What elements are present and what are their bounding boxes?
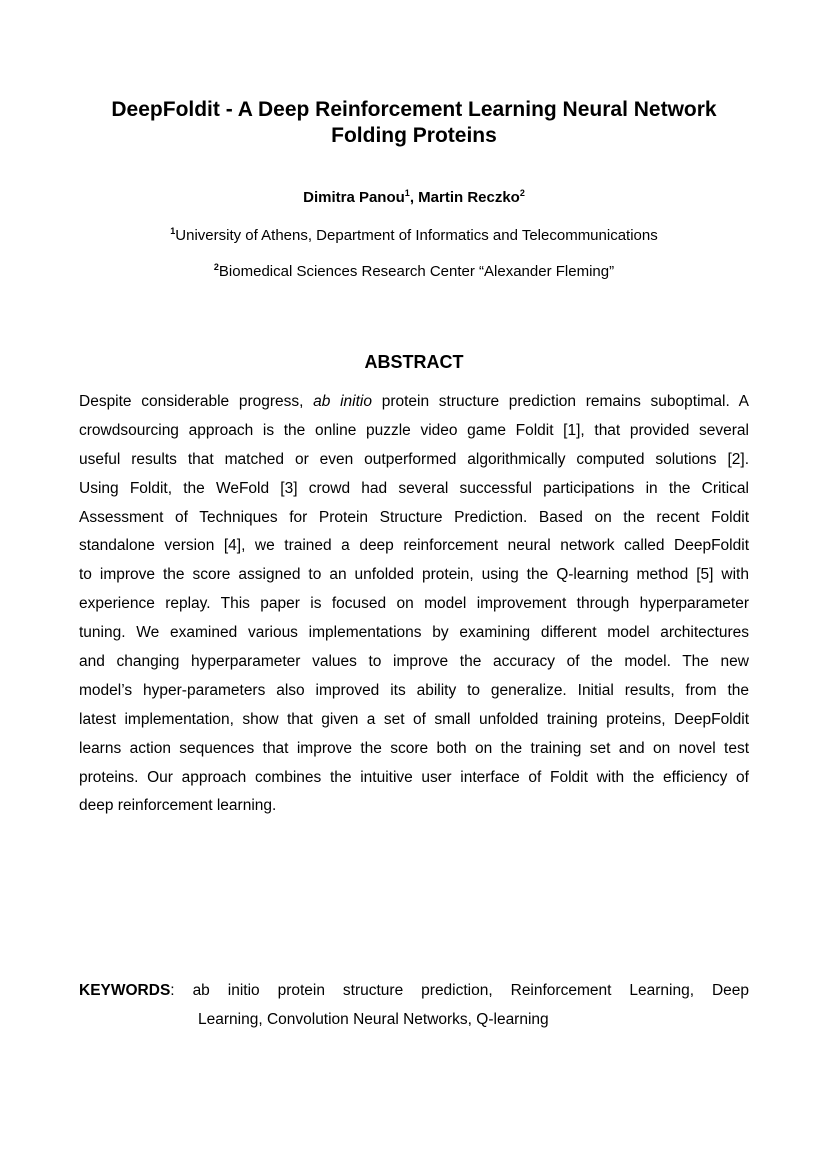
author-affiliation-marker: 1 [404, 188, 410, 198]
abstract-line: Using Foldit, the WeFold [3] crowd had several successful participations in the Critical [79, 479, 749, 497]
affiliation-2 [60, 262, 768, 282]
affiliation-marker: 2 [213, 262, 219, 272]
keywords-line-2: Learning, Convolution Neural Networks, Q-learning [198, 1010, 549, 1028]
abstract-line: learns action sequences that improve the score both on the training set and on novel test [79, 739, 749, 757]
affiliation-marker: 1 [170, 226, 176, 236]
abstract-line: standalone version [4], we trained a deep reinforcement neural network called DeepFoldit [79, 537, 749, 555]
author-name: Dimitra Panou [303, 189, 405, 206]
abstract-line: proteins. Our approach combines the intuitive user interface of Foldit with the efficiency of [79, 768, 749, 786]
title-line-2: Folding Proteins [331, 124, 497, 147]
abstract-line: and changing hyperparameter values to improve the accuracy of the model. The new [79, 653, 749, 671]
author-separator: , [409, 189, 419, 206]
affiliation-text: University of Athens, Department of Informatics and Telecommunications [175, 227, 658, 244]
author-name: Martin Reczko [418, 189, 520, 206]
abstract-line: experience replay. This paper is focused on model improvement through hyperparameter [79, 595, 749, 613]
abstract-italic-term: ab initio [313, 393, 372, 410]
affiliation-1 [60, 226, 768, 246]
keywords-line-1 [79, 977, 749, 1006]
affiliation-text: Biomedical Sciences Research Center “Alexander Fleming” [218, 263, 615, 280]
abstract-line: model’s hyper-parameters also improved its ability to generalize. Initial results, from the [79, 681, 749, 699]
abstract-body [79, 388, 749, 821]
author-affiliation-marker: 2 [519, 188, 525, 198]
abstract-line: useful results that matched or even outperformed algorithmically computed solutions [2]. [79, 450, 749, 468]
abstract-line: latest implementation, show that given a set of small unfolded training proteins, DeepFoldit [79, 710, 749, 728]
abstract-heading: ABSTRACT [364, 352, 464, 372]
keywords-colon: : [170, 982, 175, 999]
title-line-1: DeepFoldit - A Deep Reinforcement Learning Neural Network [111, 98, 717, 121]
abstract-line: deep reinforcement learning. [79, 797, 277, 815]
abstract-line: crowdsourcing approach is the online puzzle video game Foldit [1], that provided several [79, 421, 749, 439]
keywords-text: ab initio protein structure prediction, Reinforcement Learning, Deep [192, 982, 749, 999]
abstract-line: Assessment of Techniques for Protein Structure Prediction. Based on the recent Foldit [79, 508, 749, 526]
keywords-section [79, 977, 749, 1035]
abstract-line: Despite considerable progress, ab initio protein structure prediction remains suboptimal. A [79, 393, 749, 410]
author-list [60, 188, 768, 208]
abstract-line: tuning. We examined various implementations by examining different model architectures [79, 624, 749, 642]
abstract-line: to improve the score assigned to an unfolded protein, using the Q-learning method [5] with [79, 566, 749, 584]
paper-title [60, 97, 768, 149]
keywords-label: KEYWORDS [79, 982, 171, 999]
